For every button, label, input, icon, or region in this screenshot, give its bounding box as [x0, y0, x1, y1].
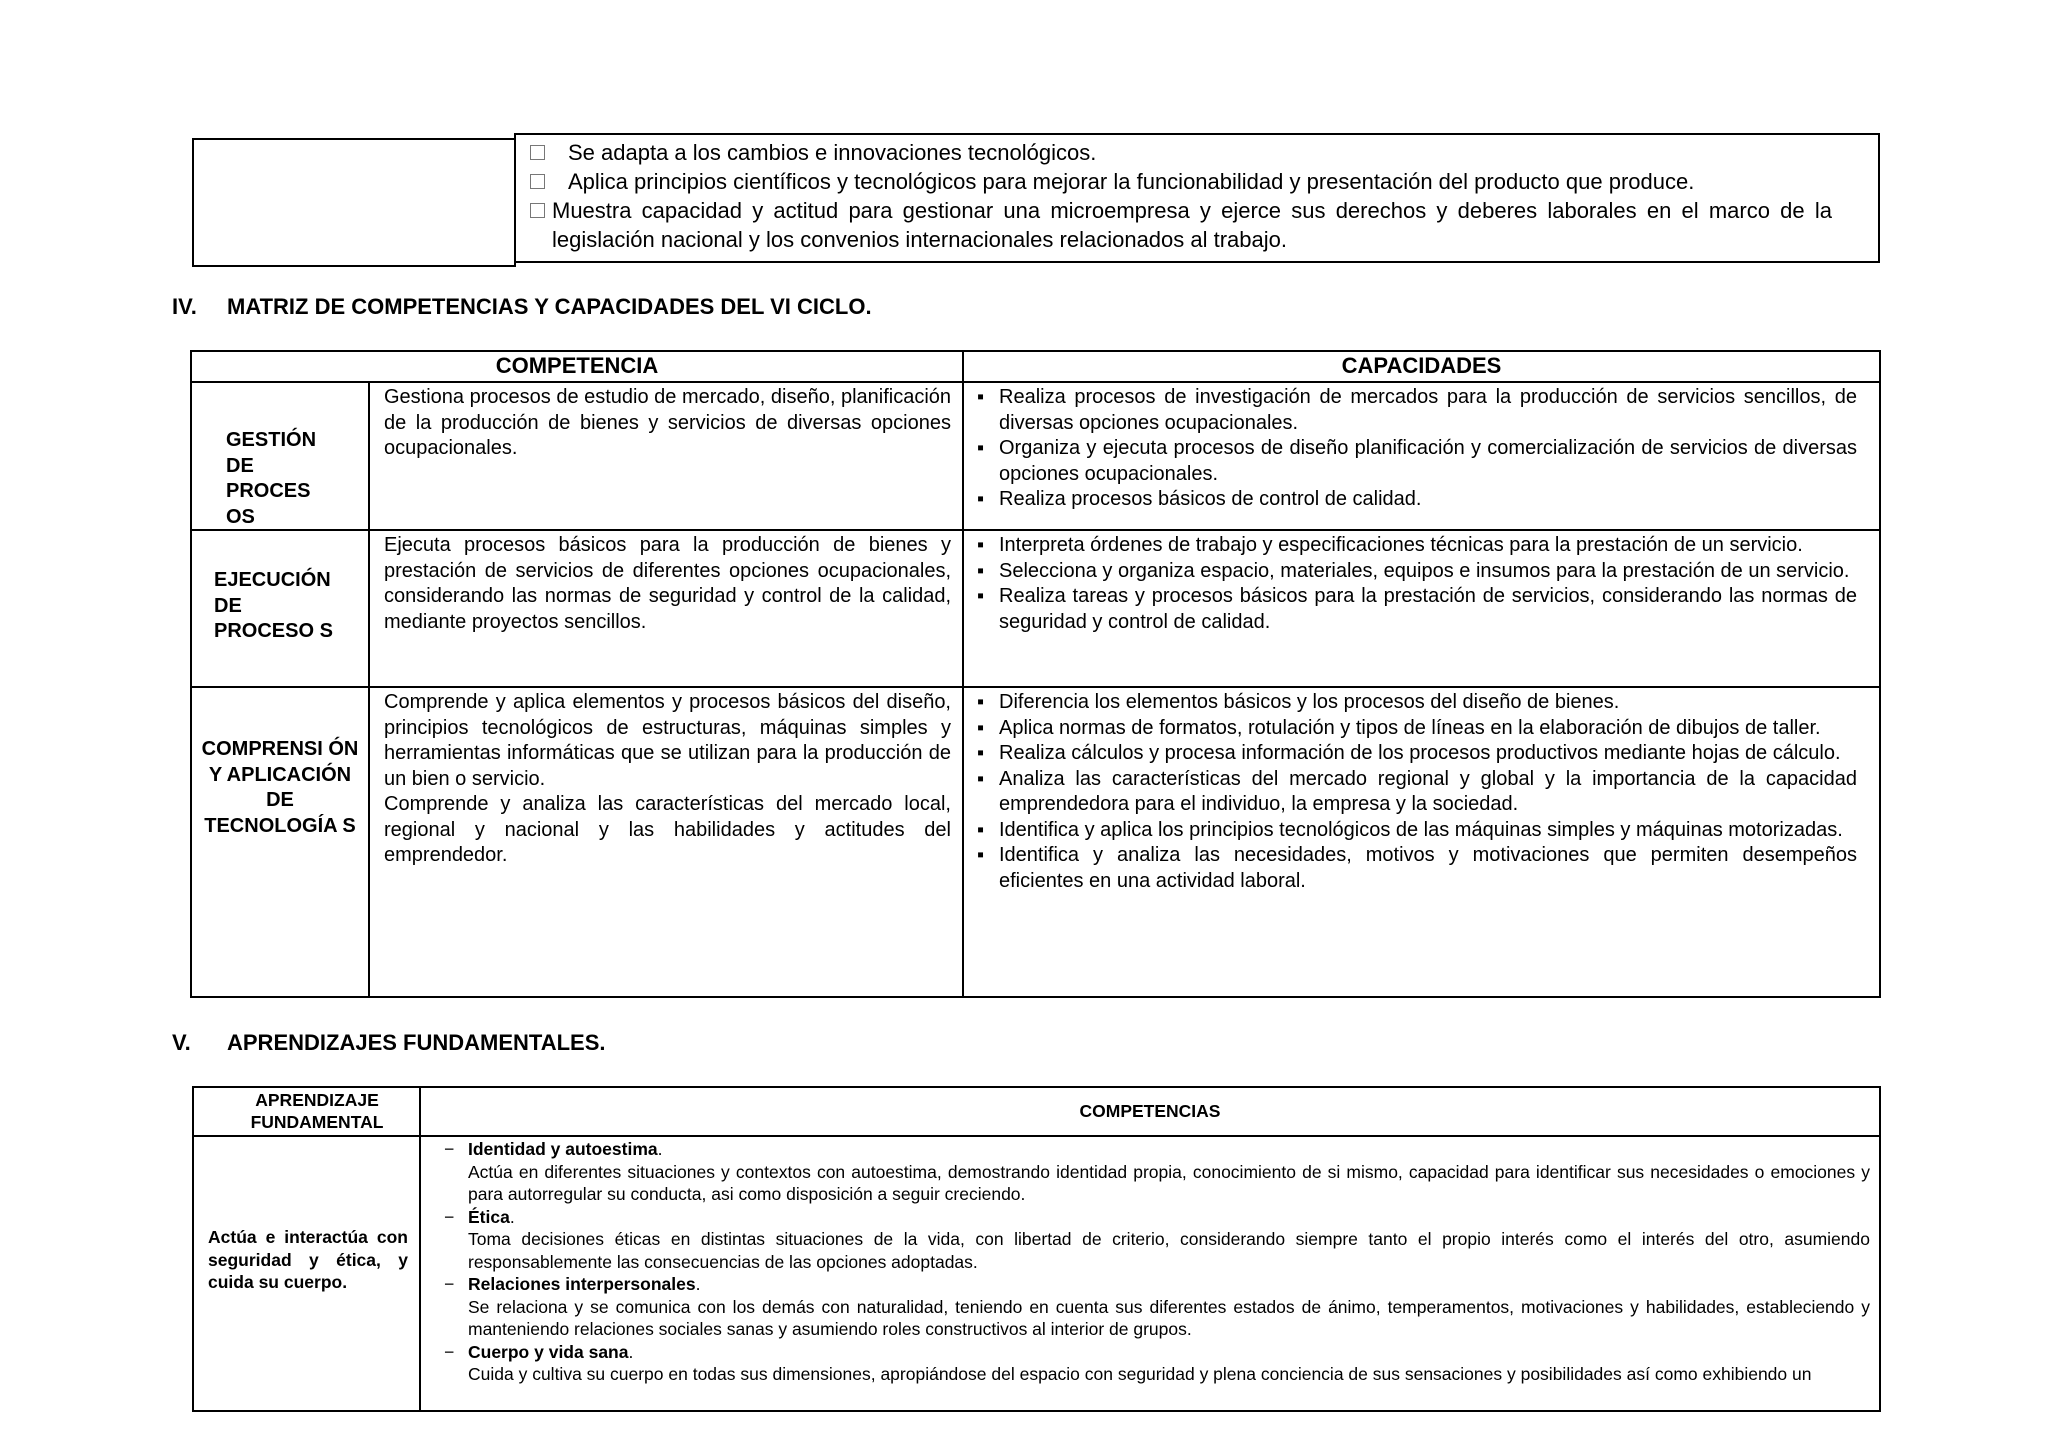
competencia-item: − Cuerpo y vida sana. Cuida y cultiva su cuerpo en todas sus dimensiones, apropiándose del espacio con seguridad y plena conciencia de sus sensaciones y posibilidades así como exhibiendo un: [444, 1341, 1812, 1384]
capacidad-item: ▪ Selecciona y organiza espacio, materiales, equipos e insumos para la prestación de un servicio.: [977, 559, 1857, 585]
competencia-item: − Ética. Toma decisiones éticas en distintas situaciones de la vida, con libertad de criterio, considerando siempre tanto el propio interés como el interés del otro, asumiendo responsablemente las consecuencias de las opciones adoptadas.: [444, 1206, 1870, 1272]
table-divider: [190, 686, 1881, 688]
dash-bullet-icon: −: [444, 1274, 455, 1294]
competencia-text: [384, 690, 951, 869]
header-capacidades: CAPACIDADES: [1341, 353, 1502, 378]
top-checklist: [522, 138, 1832, 254]
capacidad-item: ▪ Realiza procesos básicos de control de calidad.: [977, 487, 1857, 513]
table-divider: [192, 1135, 1881, 1137]
competencia-item: − Identidad y autoestima. Actúa en diferentes situaciones y contextos con autoestima, demostrando identidad propia, conocimiento de si mismo, capacidad para identificar sus necesidades o emociones y para autorregular su conducta, asi como disposición a seguir creciendo.: [444, 1139, 1870, 1204]
capacidades-list: [977, 690, 1857, 894]
checklist-item: Muestra capacidad y actitud para gestionar una microempresa y ejerce sus derechos y deberes laborales en el marco de la legislación nacional y los convenios internacionales relacionados al trabajo.: [522, 196, 1832, 254]
dash-bullet-icon: −: [444, 1206, 455, 1227]
competencia-text: Ejecuta procesos básicos para la producción de bienes y prestación de servicios de diferentes opciones ocupacionales, considerando las normas de seguridad y control de la calidad, mediante proyectos sencillos.: [384, 534, 951, 633]
aprendizaje-label: Actúa e interactúa con seguridad y ética, y cuida su cuerpo.: [208, 1227, 408, 1292]
checkbox-icon: [530, 145, 545, 160]
header-competencia: COMPETENCIA: [495, 353, 659, 378]
capacidades-list: [977, 385, 1857, 513]
table-divider: [962, 350, 964, 998]
capacidad-item: ▪ Identifica y aplica los principios tecnológicos de las máquinas simples y máquinas motorizadas.: [977, 818, 1857, 844]
competencia-paragraph: Comprende y analiza las características del mercado local, regional y nacional y las habilidades y actitudes del emprendedor.: [384, 793, 951, 866]
checkbox-icon: [530, 174, 545, 189]
row-label-comprension: COMPRENSI ÓN Y APLICACIÓN DE TECNOLOGÍA S: [201, 738, 359, 837]
competencias-list: [432, 1138, 1870, 1386]
checklist-item: Aplica principios científicos y tecnológicos para mejorar la funcionabilidad y presentación del producto que produce.: [522, 167, 1832, 196]
competencia-item: − Relaciones interpersonales. Se relaciona y se comunica con los demás con naturalidad, teniendo en cuenta sus diferentes estados de ánimo, temperamentos, motivaciones y habilidades, estableciendo y manteniendo relaciones sociales sanas y asumiendo roles constructivos al interior de grupos.: [444, 1274, 1870, 1339]
dash-bullet-icon: −: [444, 1341, 455, 1362]
capacidad-item: ▪ Realiza procesos de investigación de mercados para la producción de servicios sencillos, de diversas opciones ocupacionales.: [977, 385, 1857, 436]
capacidad-item: ▪ Organiza y ejecuta procesos de diseño planificación y comercialización de servicios de diversas opciones ocupacionales.: [977, 436, 1857, 487]
table-divider: [368, 381, 370, 998]
capacidad-item: ▪ Analiza las características del mercado regional y global y la importancia de la capacidad emprendedora para el individuo, la empresa y la sociedad.: [977, 767, 1857, 818]
capacidades-list: [977, 533, 1857, 635]
capacidad-item: ▪ Interpreta órdenes de trabajo y especificaciones técnicas para la prestación de un servicio.: [977, 533, 1857, 559]
checklist-item: Se adapta a los cambios e innovaciones tecnológicos.: [522, 138, 1832, 167]
competencia-text: Gestiona procesos de estudio de mercado, diseño, planificación de la producción de bienes y servicios de diversas opciones ocupacionales.: [384, 386, 952, 459]
row-label-ejecucion: EJECUCIÓN DE PROCESO S: [214, 569, 333, 642]
section-iv-title: MATRIZ DE COMPETENCIAS Y CAPACIDADES DEL VI CICLO.: [227, 294, 872, 319]
checkbox-icon: [530, 203, 545, 218]
section-iv-number: IV.: [172, 294, 197, 319]
table-divider: [190, 381, 1881, 383]
header-competencias: COMPETENCIAS: [1079, 1101, 1221, 1121]
capacidad-item: ▪ Realiza tareas y procesos básicos para la prestación de servicios, considerando las normas de seguridad y control de calidad.: [977, 584, 1857, 635]
competencia-paragraph: Comprende y aplica elementos y procesos básicos del diseño, principios tecnológicos de estructuras, máquinas simples y herramientas informáticas que se utilizan para la producción de un bien o servicio.: [384, 691, 951, 790]
capacidad-item: ▪ Diferencia los elementos básicos y los procesos del diseño de bienes.: [977, 690, 1857, 716]
capacidad-item: ▪ Identifica y analiza las necesidades, motivos y motivaciones que permiten desempeños eficientes en una actividad laboral.: [977, 843, 1857, 894]
table-divider: [419, 1086, 421, 1412]
table-divider: [190, 529, 1881, 531]
capacidad-item: ▪ Realiza cálculos y procesa información de los procesos productivos mediante hojas de cálculo.: [977, 741, 1857, 767]
dash-bullet-icon: −: [444, 1139, 455, 1159]
row-label-gestion: GESTIÓN DE PROCES OS: [226, 429, 317, 528]
section-v-title: APRENDIZAJES FUNDAMENTALES.: [227, 1030, 606, 1055]
header-aprendizaje: APRENDIZAJE FUNDAMENTAL: [250, 1090, 384, 1132]
section-v-number: V.: [172, 1030, 191, 1055]
capacidad-item: ▪ Aplica normas de formatos, rotulación y tipos de líneas en la elaboración de dibujos de taller.: [977, 716, 1857, 742]
top-left-empty-cell: [192, 138, 516, 267]
